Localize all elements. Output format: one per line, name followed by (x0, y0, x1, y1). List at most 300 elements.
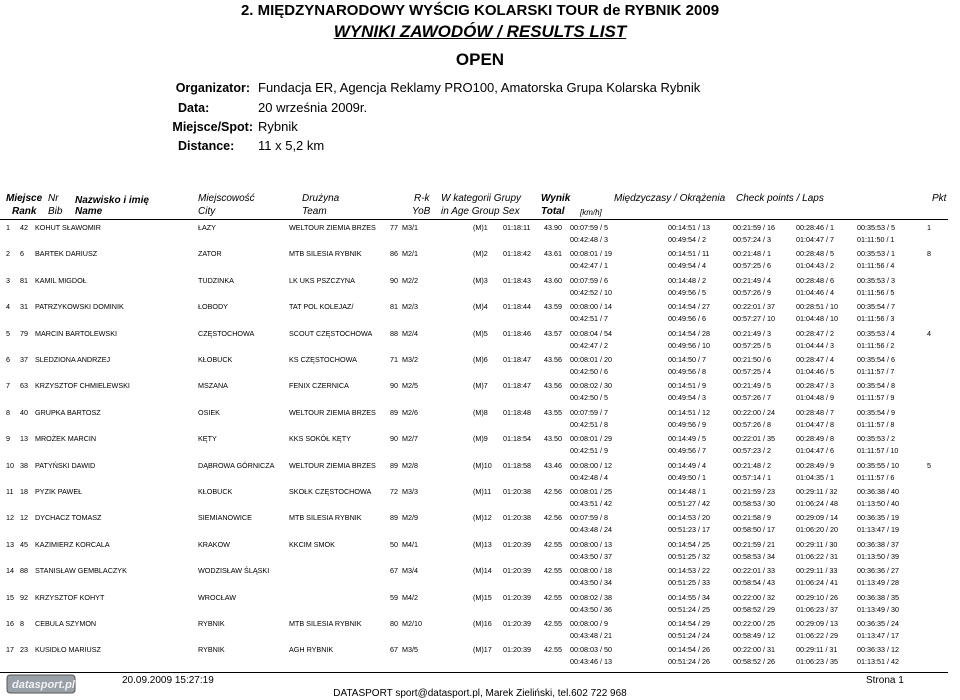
lap-time-cell: 01:06:23 / 35 (796, 657, 838, 667)
lap-time-cell: 00:51:25 / 32 (668, 551, 710, 561)
group-cell: (M)1 (473, 223, 488, 232)
lap-time-cell: 00:57:24 / 3 (733, 235, 771, 244)
rank-cell: 4 (6, 302, 10, 312)
header-pkt: Pkt (932, 193, 947, 204)
header-miejsce: Miejsce (6, 193, 43, 204)
place-value: Rybnik (258, 119, 298, 134)
lap-time-cell: 00:49:50 / 1 (668, 472, 706, 482)
lap-time-cell: 00:07:59 / 8 (570, 513, 608, 523)
speed-cell: 43.50 (544, 434, 562, 444)
name-cell: KAZIMIERZ KORCALA (35, 539, 110, 549)
lap-time-cell: 00:42:47 / 2 (570, 340, 608, 350)
city-cell: KŁOBUCK (198, 487, 233, 496)
yob-cell: 90 (390, 275, 398, 285)
total-cell: 01:18:44 (503, 302, 531, 312)
city-cell: DĄBROWA GÓRNICZA (198, 460, 275, 470)
name-cell: CEBULA SZYMON (35, 619, 97, 628)
lap-time-cell: 00:36:38 / 40 (857, 487, 899, 496)
results-title: WYNIKI ZAWODÓW / RESULTS LIST (333, 22, 627, 41)
lap-time-cell: 00:58:53 / 34 (733, 551, 775, 561)
team-cell: MTB SILESIA RYBNIK (289, 249, 362, 259)
speed-cell: 43.59 (544, 302, 562, 312)
lap-time-cell: 01:13:50 / 40 (857, 499, 899, 508)
rank-cell: 7 (6, 381, 10, 391)
lap-time-cell: 00:21:59 / 23 (733, 487, 775, 496)
lap-time-cell: 00:08:02 / 30 (570, 381, 612, 391)
footer-datetime: 20.09.2009 15:27:19 (122, 675, 214, 686)
total-cell: 01:20:39 (503, 539, 531, 549)
bib-cell: 12 (20, 513, 28, 523)
organizer-value: Fundacja ER, Agencja Reklamy PRO100, Amatorska Grupa Kolarska Rybnik (258, 80, 701, 95)
header-name: Name (75, 206, 103, 217)
header-bib: Bib (48, 206, 63, 217)
group-cell: (M)12 (473, 513, 492, 523)
yob-cell: 67 (390, 645, 398, 655)
lap-time-cell: 00:42:50 / 5 (570, 393, 608, 403)
rank-cell: 17 (6, 645, 14, 655)
table-row (0, 355, 960, 381)
lap-time-cell: 00:21:48 / 2 (733, 460, 771, 470)
lap-time-cell: 00:07:59 / 7 (570, 407, 608, 417)
lap-time-cell: 01:11:57 / 8 (857, 419, 895, 429)
group-cell: (M)11 (473, 487, 492, 496)
table-row (0, 619, 960, 645)
lap-time-cell: 00:35:54 / 7 (857, 302, 895, 312)
total-cell: 01:18:46 (503, 328, 531, 338)
team-cell: SCOUT CZĘSTOCHOWA (289, 328, 373, 338)
lap-time-cell: 00:29:10 / 26 (796, 592, 838, 602)
lap-time-cell: 01:04:43 / 2 (796, 261, 834, 271)
team-cell: MTB SILESIA RYBNIK (289, 619, 362, 628)
city-cell: ŁAZY (198, 223, 216, 232)
table-row (0, 434, 960, 460)
bib-cell: 31 (20, 302, 28, 312)
bib-cell: 40 (20, 407, 28, 417)
lap-time-cell: 00:28:51 / 10 (796, 302, 838, 312)
city-cell: WODZISŁAW ŚLĄSKI (198, 566, 270, 576)
lap-time-cell: 01:13:49 / 30 (857, 604, 899, 614)
yob-cell: 81 (390, 302, 398, 312)
lap-time-cell: 00:07:59 / 6 (570, 275, 608, 285)
lap-time-cell: 00:35:53 / 4 (857, 328, 895, 338)
team-cell: MTB SILESIA RYBNIK (289, 513, 362, 523)
team-cell: SKOŁK CZĘSTOCHOWA (289, 487, 372, 496)
lap-time-cell: 00:22:00 / 25 (733, 619, 775, 628)
total-cell: 01:18:42 (503, 249, 531, 259)
group-cell: (M)4 (473, 302, 488, 312)
lap-time-cell: 00:58:54 / 43 (733, 578, 775, 588)
lap-time-cell: 00:29:11 / 32 (796, 487, 838, 496)
city-cell: SIEMIANOWICE (198, 513, 252, 523)
lap-time-cell: 00:57:14 / 1 (733, 472, 771, 482)
bib-cell: 81 (20, 275, 28, 285)
city-cell: ZATOR (198, 249, 222, 259)
lap-time-cell: 01:11:56 / 2 (857, 340, 895, 350)
bib-cell: 79 (20, 328, 28, 338)
name-cell: PYZIK PAWEŁ (35, 487, 83, 496)
lap-time-cell: 00:42:51 / 8 (570, 419, 608, 429)
table-row (0, 223, 960, 249)
lap-time-cell: 00:42:47 / 1 (570, 261, 608, 271)
group-cell: (M)10 (473, 460, 492, 470)
total-cell: 01:20:39 (503, 619, 531, 628)
lap-time-cell: 00:35:53 / 2 (857, 434, 895, 444)
lap-time-cell: 00:21:59 / 16 (733, 223, 775, 232)
lap-time-cell: 00:08:01 / 29 (570, 434, 612, 444)
lap-time-cell: 01:04:46 / 5 (796, 367, 834, 376)
lap-time-cell: 00:49:56 / 8 (668, 367, 706, 376)
table-row (0, 645, 960, 671)
lap-time-cell: 00:21:49 / 3 (733, 328, 771, 338)
city-cell: TUDZINKA (198, 275, 234, 285)
total-cell: 01:20:39 (503, 566, 531, 576)
lap-time-cell: 00:08:01 / 20 (570, 355, 612, 364)
lap-time-cell: 00:58:50 / 17 (733, 525, 775, 535)
table-row (0, 593, 960, 619)
city-cell: OSIEK (198, 407, 220, 417)
yob-cell: 59 (390, 592, 398, 602)
city-cell: CZĘSTOCHOWA (198, 328, 255, 338)
category-cell: M2/5 (402, 381, 418, 391)
lap-time-cell: 01:06:22 / 29 (796, 631, 838, 640)
name-cell: KAMIL MIGDOŁ (35, 275, 87, 285)
category-cell: M2/10 (402, 619, 422, 628)
lap-time-cell: 00:35:53 / 1 (857, 249, 895, 259)
speed-cell: 43.61 (544, 249, 562, 259)
lap-time-cell: 00:51:23 / 17 (668, 525, 710, 535)
lap-time-cell: 00:08:00 / 14 (570, 302, 612, 312)
city-cell: KRAKOW (198, 539, 230, 549)
group-cell: (M)15 (473, 592, 492, 602)
total-cell: 01:18:58 (503, 460, 531, 470)
rank-cell: 16 (6, 619, 14, 628)
city-cell: MSZANA (198, 381, 228, 391)
lap-time-cell: 00:08:00 / 13 (570, 539, 612, 549)
speed-cell: 43.90 (544, 223, 562, 232)
speed-cell: 43.46 (544, 460, 562, 470)
yob-cell: 86 (390, 249, 398, 259)
lap-time-cell: 00:14:50 / 7 (668, 355, 706, 364)
lap-time-cell: 00:14:54 / 27 (668, 302, 710, 312)
category-title: OPEN (455, 50, 505, 69)
header-rank: Rank (12, 206, 37, 217)
table-row (0, 408, 960, 434)
logo-text: datasport.pl (12, 679, 75, 691)
lap-time-cell: 01:04:48 / 10 (796, 314, 838, 324)
lap-time-cell: 00:29:09 / 14 (796, 513, 838, 523)
lap-time-cell: 00:42:50 / 6 (570, 367, 608, 376)
bib-cell: 92 (20, 592, 28, 602)
lap-time-cell: 01:06:24 / 41 (796, 578, 838, 588)
points-cell: 1 (927, 223, 931, 232)
yob-cell: 67 (390, 566, 398, 576)
lap-time-cell: 00:14:55 / 34 (668, 592, 710, 602)
lap-time-cell: 00:42:48 / 4 (570, 472, 608, 482)
group-cell: (M)14 (473, 566, 492, 576)
name-cell: BARTEK DARIUSZ (35, 249, 98, 259)
header-kategorii: W kategorii Grupy (441, 193, 522, 204)
name-cell: DYCHACZ TOMASZ (35, 513, 102, 523)
group-cell: (M)13 (473, 539, 492, 549)
footer-divider (0, 672, 948, 673)
group-cell: (M)5 (473, 328, 488, 338)
total-cell: 01:18:47 (503, 381, 531, 391)
lap-time-cell: 00:08:01 / 19 (570, 249, 612, 259)
yob-cell: 80 (390, 619, 398, 628)
lap-time-cell: 00:22:01 / 33 (733, 566, 775, 576)
points-cell: 4 (927, 328, 931, 338)
lap-time-cell: 00:28:49 / 9 (796, 460, 834, 470)
lap-time-cell: 00:08:03 / 50 (570, 645, 612, 655)
yob-cell: 71 (390, 355, 398, 364)
lap-time-cell: 00:14:53 / 20 (668, 513, 710, 523)
team-cell: FENIX CZERNICA (289, 381, 349, 391)
category-cell: M2/2 (402, 275, 418, 285)
header-kmh: [km/h] (580, 208, 602, 217)
lap-time-cell: 00:28:48 / 6 (796, 275, 834, 285)
footer-credit: DATASPORT sport@datasport.pl, Marek Zieliński, tel.602 722 968 (333, 688, 627, 699)
name-cell: KRZYSZTOF KOHYT (35, 592, 105, 602)
lap-time-cell: 00:36:33 / 12 (857, 645, 899, 655)
lap-time-cell: 00:49:56 / 9 (668, 419, 706, 429)
lap-time-cell: 00:28:47 / 2 (796, 328, 834, 338)
speed-cell: 43.60 (544, 275, 562, 285)
lap-time-cell: 00:29:11 / 31 (796, 645, 838, 655)
lap-time-cell: 00:58:53 / 30 (733, 499, 775, 508)
header-nr: Nr (48, 193, 59, 204)
team-cell: AGH RYBNIK (289, 645, 334, 655)
rank-cell: 12 (6, 513, 14, 523)
category-cell: M2/4 (402, 328, 418, 338)
group-cell: (M)17 (473, 645, 492, 655)
header-miedzy: Międzyczasy / Okrążenia (614, 193, 726, 204)
group-cell: (M)2 (473, 249, 488, 259)
page-label: Strona (866, 675, 896, 686)
yob-cell: 72 (390, 487, 398, 496)
table-row (0, 487, 960, 513)
header-divider (0, 219, 948, 220)
yob-cell: 89 (390, 513, 398, 523)
lap-time-cell: 00:49:56 / 5 (668, 287, 706, 297)
header-miejscowosc: Miejscowość (198, 193, 255, 204)
lap-time-cell: 01:11:57 / 7 (857, 367, 895, 376)
lap-time-cell: 00:28:49 / 8 (796, 434, 834, 444)
bib-cell: 13 (20, 434, 28, 444)
name-cell: GRUPKA BARTOSZ (35, 407, 101, 417)
speed-cell: 42.55 (544, 592, 562, 602)
lap-time-cell: 00:14:54 / 26 (668, 645, 710, 655)
city-cell: KĘTY (198, 434, 217, 444)
total-cell: 01:18:43 (503, 275, 531, 285)
category-cell: M2/9 (402, 513, 418, 523)
lap-time-cell: 01:13:49 / 28 (857, 578, 899, 588)
lap-time-cell: 01:04:47 / 8 (796, 419, 834, 429)
lap-time-cell: 01:04:35 / 1 (796, 472, 834, 482)
total-cell: 01:20:39 (503, 592, 531, 602)
speed-cell: 42.55 (544, 645, 562, 655)
name-cell: MROŻEK MARCIN (35, 434, 97, 444)
lap-time-cell: 00:22:00 / 32 (733, 592, 775, 602)
speed-cell: 42.55 (544, 539, 562, 549)
lap-time-cell: 00:43:48 / 21 (570, 631, 612, 640)
header-team: Team (302, 206, 327, 217)
lap-time-cell: 01:13:51 / 42 (857, 657, 899, 667)
lap-time-cell: 00:43:48 / 24 (570, 525, 612, 535)
lap-time-cell: 00:49:54 / 3 (668, 393, 706, 403)
header-rk: R-k (414, 193, 430, 204)
lap-time-cell: 01:11:56 / 5 (857, 287, 895, 297)
yob-cell: 88 (390, 328, 398, 338)
lap-time-cell: 00:49:56 / 6 (668, 314, 706, 324)
category-cell: M2/7 (402, 434, 418, 444)
lap-time-cell: 00:14:51 / 9 (668, 381, 706, 391)
lap-time-cell: 01:04:48 / 9 (796, 393, 834, 403)
group-cell: (M)7 (473, 381, 488, 391)
team-cell: WELTOUR ZIEMIA BRZES (289, 223, 376, 232)
lap-time-cell: 00:22:00 / 24 (733, 407, 775, 417)
lap-time-cell: 00:21:58 / 9 (733, 513, 771, 523)
table-row (0, 302, 960, 328)
name-cell: PATRZYKOWSKI DOMINIK (35, 302, 124, 312)
category-cell: M4/1 (402, 539, 418, 549)
rank-cell: 8 (6, 407, 10, 417)
category-cell: M3/5 (402, 645, 418, 655)
total-cell: 01:20:39 (503, 645, 531, 655)
rank-cell: 1 (6, 223, 10, 232)
lap-time-cell: 00:57:25 / 4 (733, 367, 771, 376)
total-cell: 01:18:47 (503, 355, 531, 364)
total-cell: 01:18:11 (503, 223, 531, 232)
lap-time-cell: 00:08:00 / 12 (570, 460, 612, 470)
lap-time-cell: 00:36:38 / 37 (857, 539, 899, 549)
lap-time-cell: 01:06:22 / 31 (796, 551, 838, 561)
lap-time-cell: 00:57:25 / 5 (733, 340, 771, 350)
category-cell: M3/4 (402, 566, 418, 576)
speed-cell: 43.55 (544, 407, 562, 417)
team-cell: KS CZĘSTOCHOWA (289, 355, 357, 364)
name-cell: MARCIN BARTOLEWSKI (35, 328, 118, 338)
group-cell: (M)8 (473, 407, 488, 417)
name-cell: STANISŁAW GEMBLACZYK (35, 566, 127, 576)
category-cell: M2/3 (402, 302, 418, 312)
lap-time-cell: 00:28:48 / 7 (796, 407, 834, 417)
table-row (0, 566, 960, 592)
lap-time-cell: 00:28:47 / 3 (796, 381, 834, 391)
footer-page (866, 675, 904, 686)
lap-time-cell: 00:21:49 / 4 (733, 275, 771, 285)
speed-cell: 43.57 (544, 328, 562, 338)
name-cell: SLEDZIONA ANDRZEJ (35, 355, 111, 364)
lap-time-cell: 00:14:48 / 2 (668, 275, 706, 285)
lap-time-cell: 00:42:48 / 3 (570, 235, 608, 244)
lap-time-cell: 00:36:38 / 35 (857, 592, 899, 602)
lap-time-cell: 00:49:56 / 10 (668, 340, 710, 350)
bib-cell: 8 (20, 619, 24, 628)
lap-time-cell: 00:29:11 / 30 (796, 539, 838, 549)
header-check: Check points / Laps (736, 193, 824, 204)
speed-cell: 42.56 (544, 487, 562, 496)
bib-cell: 38 (20, 460, 28, 470)
bib-cell: 63 (20, 381, 28, 391)
lap-time-cell: 00:58:52 / 29 (733, 604, 775, 614)
bib-cell: 88 (20, 566, 28, 576)
name-cell: KOHUT SŁAWOMIR (35, 223, 101, 232)
rank-cell: 3 (6, 275, 10, 285)
header-city: City (198, 206, 216, 217)
distance-label: Distance: (178, 139, 235, 153)
category-cell: M3/3 (402, 487, 418, 496)
yob-cell: 90 (390, 434, 398, 444)
lap-time-cell: 00:51:24 / 25 (668, 604, 710, 614)
lap-time-cell: 00:42:52 / 10 (570, 287, 612, 297)
lap-time-cell: 00:49:56 / 7 (668, 446, 706, 456)
table-row (0, 540, 960, 566)
header-total: Total (541, 206, 565, 217)
header-yob: YoB (412, 206, 431, 217)
lap-time-cell: 01:04:44 / 3 (796, 340, 834, 350)
page-number: 1 (898, 675, 904, 686)
lap-time-cell: 00:28:48 / 5 (796, 249, 834, 259)
lap-time-cell: 00:49:54 / 2 (668, 235, 706, 244)
city-cell: RYBNIK (198, 645, 225, 655)
rank-cell: 14 (6, 566, 14, 576)
rank-cell: 6 (6, 355, 10, 364)
lap-time-cell: 00:22:01 / 37 (733, 302, 775, 312)
category-cell: M2/8 (402, 460, 418, 470)
rank-cell: 15 (6, 592, 14, 602)
lap-time-cell: 00:35:53 / 5 (857, 223, 895, 232)
lap-time-cell: 00:14:48 / 1 (668, 487, 706, 496)
lap-time-cell: 01:11:50 / 1 (857, 235, 895, 244)
lap-time-cell: 00:43:50 / 37 (570, 551, 612, 561)
total-cell: 01:20:38 (503, 513, 531, 523)
lap-time-cell: 00:58:49 / 12 (733, 631, 775, 640)
lap-time-cell: 00:35:54 / 9 (857, 407, 895, 417)
bib-cell: 37 (20, 355, 28, 364)
bib-cell: 23 (20, 645, 28, 655)
header-wynik: Wynik (541, 193, 571, 204)
lap-time-cell: 00:57:26 / 9 (733, 287, 771, 297)
table-row (0, 276, 960, 302)
lap-time-cell: 01:11:56 / 3 (857, 314, 895, 324)
lap-time-cell: 00:57:26 / 7 (733, 393, 771, 403)
lap-time-cell: 00:14:54 / 29 (668, 619, 710, 628)
speed-cell: 42.56 (544, 513, 562, 523)
category-cell: M2/6 (402, 407, 418, 417)
team-cell: TAT POL KOLEJAZ/ (289, 302, 354, 312)
place-label: Miejsce/Spot: (172, 120, 253, 134)
table-row (0, 513, 960, 539)
lap-time-cell: 00:43:50 / 36 (570, 604, 612, 614)
lap-time-cell: 01:04:47 / 6 (796, 446, 834, 456)
lap-time-cell: 01:11:57 / 10 (857, 446, 899, 456)
lap-time-cell: 00:57:23 / 2 (733, 446, 771, 456)
points-cell: 5 (927, 460, 931, 470)
team-cell: KKS SOKÓŁ KĘTY (289, 434, 351, 444)
date-label: Data: (178, 101, 210, 115)
lap-time-cell: 01:13:47 / 19 (857, 525, 899, 535)
lap-time-cell: 00:14:51 / 11 (668, 249, 710, 259)
team-cell: LK UKS PSZCZYNA (289, 275, 355, 285)
lap-time-cell: 00:21:48 / 1 (733, 249, 771, 259)
lap-time-cell: 00:57:27 / 10 (733, 314, 775, 324)
lap-time-cell: 00:21:59 / 21 (733, 539, 775, 549)
lap-time-cell: 00:14:51 / 12 (668, 407, 710, 417)
lap-time-cell: 00:35:54 / 6 (857, 355, 895, 364)
lap-time-cell: 00:22:01 / 35 (733, 434, 775, 444)
lap-time-cell: 00:08:01 / 25 (570, 487, 612, 496)
team-cell: WELTOUR ZIEMIA BRZES (289, 407, 376, 417)
